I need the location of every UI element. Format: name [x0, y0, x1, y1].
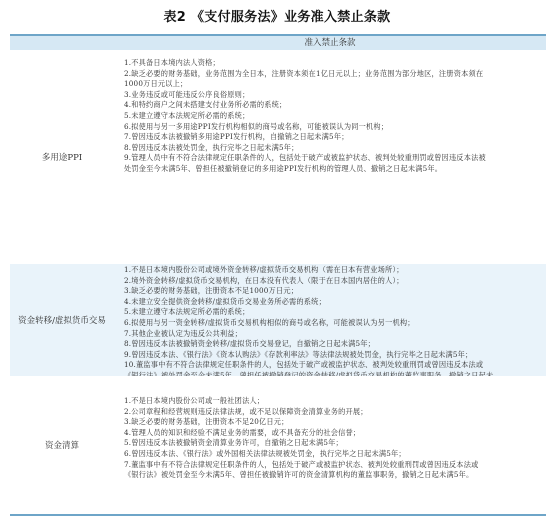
clause-item: 3.缺乏必要的财务基础，注册资本不足20亿日元；	[124, 417, 289, 427]
table-row-multipurpose-ppi	[10, 50, 546, 264]
clause-item: 8.曾因违反本法被撤销资金转移/虚拟货币交易登记，自撤销之日起未满5年；	[124, 339, 376, 349]
row-category: 多用途PPI	[41, 153, 83, 163]
clause-item: 8.曾因违反本法被处罚金，执行完毕之日起未满5年；	[124, 142, 299, 152]
clause-item: 9.管理人员中有不符合法律规定任职条件的人，包括处于破产或被监护状态、被判处较重刑罚或曾因违反本法被 处罚金至今未满5年、曾担任被撤销登记的多用途PPI发行机构的管理人员、撤销之日起未满5年。	[124, 153, 486, 173]
clause-item: 2.公司章程和经营规则违反法律法规，或不足以保障资金清算业务的开展；	[124, 406, 368, 416]
clause-item: 5.未建立遵守本法规定所必需的系统；	[124, 307, 250, 317]
clause-item: 6.拟使用与另一资金转移/虚拟货币交易机构相似的商号或名称，可能被误认为另一机构；	[124, 317, 415, 327]
table-row-fund-transfer	[10, 264, 546, 376]
clause-item: 3.缺乏必要的财务基础，注册资本不足1000万日元；	[124, 286, 299, 296]
clause-item: 2.缺乏必要的财务基础，业务范围为全日本，注册资本须在1亿日元以上；业务范围为部分地区，注册资本须在 1000万日元以上；	[124, 68, 484, 89]
clause-item: 9.曾因违反本法、《银行法》《资本认购法》《存款利率法》等法律法规被处罚金，执行完毕之日起未满5年；	[124, 349, 473, 359]
clause-item: 7.其他企业被认定为违反公共利益；	[124, 328, 243, 338]
clause-item: 5.未建立遵守本法规定所必需的系统；	[124, 110, 250, 120]
clause-item: 1.不是日本境内股份公司或境外资金转移/虚拟货币交易机构（需在日本有营业场所）；	[124, 265, 404, 274]
row-category: 资金转移/虚拟货币交易	[18, 316, 106, 326]
clause-item: 5.曾因违反本法被撤销资金清算业务许可，自撤销之日起未满5年；	[124, 438, 343, 448]
clause-item: 1.不是日本境内股份公司或一般社团法人；	[124, 396, 265, 405]
table-header	[10, 36, 546, 50]
clause-list	[124, 265, 538, 392]
clause-item: 6.拟使用与另一多用途PPI发行机构相似的商号或名称，可能被误认为同一机构；	[124, 121, 389, 131]
clause-list	[124, 58, 538, 175]
clause-item: 3.业务违反或可能违反公序良俗原则；	[124, 89, 250, 99]
clause-list	[124, 396, 538, 481]
prohibition-table	[10, 34, 546, 516]
clause-item: 10.董监事中有不符合法律规定任职条件的人，包括处于破产或被监护状态、被判处较重刑罚或曾因违反本法或	[124, 360, 484, 370]
header-label: 准入禁止条款	[304, 38, 356, 48]
clause-item: 1.不具备日本境内法人资格；	[124, 58, 220, 67]
clause-item: 7.董监事中有不符合法律规定任职条件的人，包括处于破产或被监护状态、被判处较重刑罚或曾因违反本法或 《银行法》被处罚金至今未满5年、曾担任被撤销许可的资金清算机构的董监事职务，撤销之日起未满5年。	[124, 459, 479, 480]
table-row-fund-clearing	[10, 376, 546, 514]
clause-item: 4.管理人员的知识和经验不满足业务的需要，或不具备充分的社会信誉；	[124, 427, 361, 437]
table-title: 表2 《支付服务法》业务准入禁止条款	[163, 10, 391, 25]
clause-item: 4.未建立安全提供资金转移/虚拟货币交易业务所必需的系统；	[124, 296, 326, 306]
clause-item: 2.境外资金转移/虚拟货币交易机构，在日本没有代表人（限于在日本国内居住的人）；	[124, 275, 404, 285]
clause-item: 6.曾因违反本法、《银行法》或外国相关法律法规被处罚金，执行完毕之日起未满5年；	[124, 448, 406, 458]
row-category: 资金清算	[44, 441, 79, 451]
clause-item: 7.曾因违反本法被撤销多用途PPI发行机构，自撤销之日起未满5年；	[124, 132, 349, 142]
clause-item: 4.和特约商户之间未搭建支付业务所必需的系统；	[124, 100, 287, 110]
